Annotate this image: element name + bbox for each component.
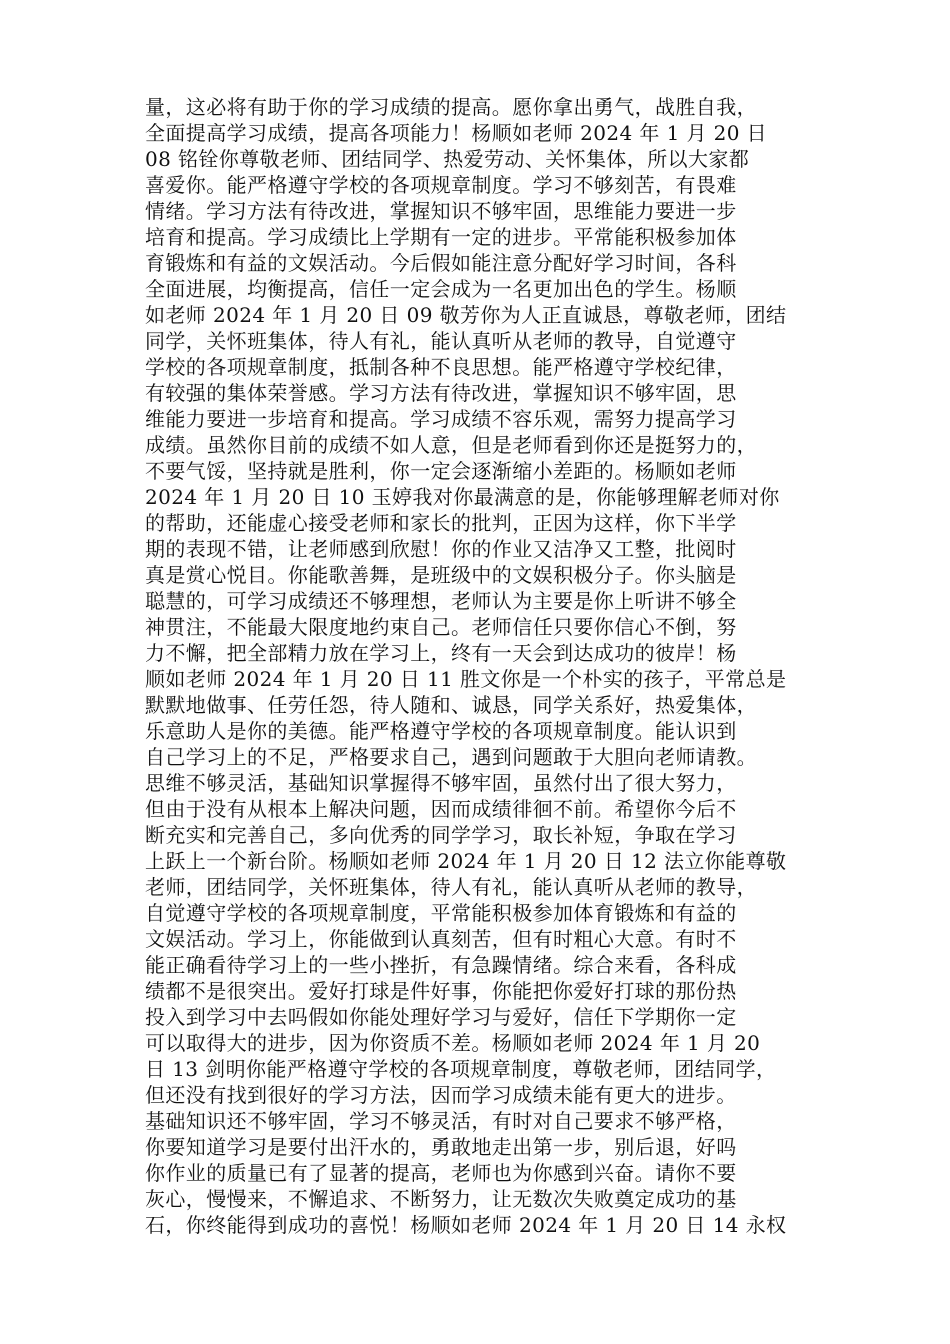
text-line: 不要气馁，坚持就是胜利，你一定会逐渐缩小差距的。杨顺如老师 — [145, 459, 737, 483]
text-line: 但由于没有从根本上解决问题，因而成绩徘徊不前。希望你今后不 — [145, 797, 737, 821]
text-line: 自己学习上的不足，严格要求自己，遇到问题敢于大胆向老师请教。 — [145, 745, 757, 769]
text-line: 断充实和完善自己，多向优秀的同学学习，取长补短，争取在学习 — [145, 823, 737, 847]
text-line: 力不懈，把全部精力放在学习上，终有一天会到达成功的彼岸！杨 — [145, 641, 737, 665]
text-line: 如老师 2024 年 1 月 20 日 09 敬芳你为人正直诚恳，尊敬老师，团结 — [145, 303, 787, 327]
text-line: 思维不够灵活，基础知识掌握得不够牢固，虽然付出了很大努力， — [145, 771, 737, 795]
text-line: 日 13 剑明你能严格遵守学校的各项规章制度，尊敬老师，团结同学， — [145, 1057, 777, 1081]
text-line: 神贯注，不能最大限度地约束自己。老师信任只要你信心不倒，努 — [145, 615, 737, 639]
text-line: 全面进展，均衡提高，信任一定会成为一名更加出色的学生。杨顺 — [145, 277, 737, 301]
text-line: 绩都不是很突出。爱好打球是件好事，你能把你爱好打球的那份热 — [145, 979, 737, 1003]
text-line: 基础知识还不够牢固，学习不够灵活，有时对自己要求不够严格， — [145, 1109, 737, 1133]
text-line: 顺如老师 2024 年 1 月 20 日 11 胜文你是一个朴实的孩子，平常总是 — [145, 667, 787, 691]
text-line: 育锻炼和有益的文娱活动。今后假如能注意分配好学习时间，各科 — [145, 251, 737, 275]
text-line: 上跃上一个新台阶。杨顺如老师 2024 年 1 月 20 日 12 法立你能尊敬 — [145, 849, 787, 873]
text-line: 真是赏心悦目。你能歌善舞，是班级中的文娱积极分子。你头脑是 — [145, 563, 737, 587]
text-line: 默默地做事、任劳任怨，待人随和、诚恳，同学关系好，热爱集体， — [145, 693, 757, 717]
text-line: 2024 年 1 月 20 日 10 玉婷我对你最满意的是，你能够理解老师对你 — [145, 485, 780, 509]
text-line: 你作业的质量已有了显著的提高，老师也为你感到兴奋。请你不要 — [145, 1161, 737, 1185]
text-line: 你要知道学习是要付出汗水的，勇敢地走出第一步，别后退，好吗 — [145, 1135, 737, 1159]
text-line: 情绪。学习方法有待改进，掌握知识不够牢固，思维能力要进一步 — [145, 199, 737, 223]
text-line: 投入到学习中去吗假如你能处理好学习与爱好，信任下学期你一定 — [145, 1005, 737, 1029]
text-line: 期的表现不错，让老师感到欣慰！你的作业又洁净又工整，批阅时 — [145, 537, 737, 561]
text-line: 同学，关怀班集体，待人有礼，能认真听从老师的教导，自觉遵守 — [145, 329, 737, 353]
text-line: 灰心，慢慢来，不懈追求、不断努力，让无数次失败奠定成功的基 — [145, 1187, 737, 1211]
text-line: 有较强的集体荣誉感。学习方法有待改进，掌握知识不够牢固，思 — [145, 381, 737, 405]
text-line: 但还没有找到很好的学习方法，因而学习成绩未能有更大的进步。 — [145, 1083, 737, 1107]
text-line: 培育和提高。学习成绩比上学期有一定的进步。平常能积极参加体 — [145, 225, 737, 249]
text-line: 全面提高学习成绩，提高各项能力！杨顺如老师 2024 年 1 月 20 日 — [145, 121, 768, 145]
body-text — [145, 94, 805, 1238]
text-line: 能正确看待学习上的一些小挫折，有急躁情绪。综合来看，各科成 — [145, 953, 737, 977]
text-line: 维能力要进一步培育和提高。学习成绩不容乐观，需努力提高学习 — [145, 407, 737, 431]
text-line: 成绩。虽然你目前的成绩不如人意，但是老师看到你还是挺努力的， — [145, 433, 757, 457]
text-line: 可以取得大的进步，因为你资质不差。杨顺如老师 2024 年 1 月 20 — [145, 1031, 761, 1055]
text-line: 乐意助人是你的美德。能严格遵守学校的各项规章制度。能认识到 — [145, 719, 737, 743]
text-line: 喜爱你。能严格遵守学校的各项规章制度。学习不够刻苦，有畏难 — [145, 173, 737, 197]
text-line: 聪慧的，可学习成绩还不够理想，老师认为主要是你上听讲不够全 — [145, 589, 737, 613]
text-line: 石，你终能得到成功的喜悦！杨顺如老师 2024 年 1 月 20 日 14 永权 — [145, 1213, 787, 1237]
text-line: 的帮助，还能虚心接受老师和家长的批判，正因为这样，你下半学 — [145, 511, 737, 535]
text-line: 文娱活动。学习上，你能做到认真刻苦，但有时粗心大意。有时不 — [145, 927, 737, 951]
text-line: 老师，团结同学，关怀班集体，待人有礼，能认真听从老师的教导， — [145, 875, 757, 899]
text-line: 自觉遵守学校的各项规章制度，平常能积极参加体育锻炼和有益的 — [145, 901, 737, 925]
text-line: 学校的各项规章制度，抵制各种不良思想。能严格遵守学校纪律， — [145, 355, 737, 379]
text-line: 量，这必将有助于你的学习成绩的提高。愿你拿出勇气，战胜自我， — [145, 95, 757, 119]
text-line: 08 铭铨你尊敬老师、团结同学、热爱劳动、关怀集体，所以大家都 — [145, 147, 750, 171]
